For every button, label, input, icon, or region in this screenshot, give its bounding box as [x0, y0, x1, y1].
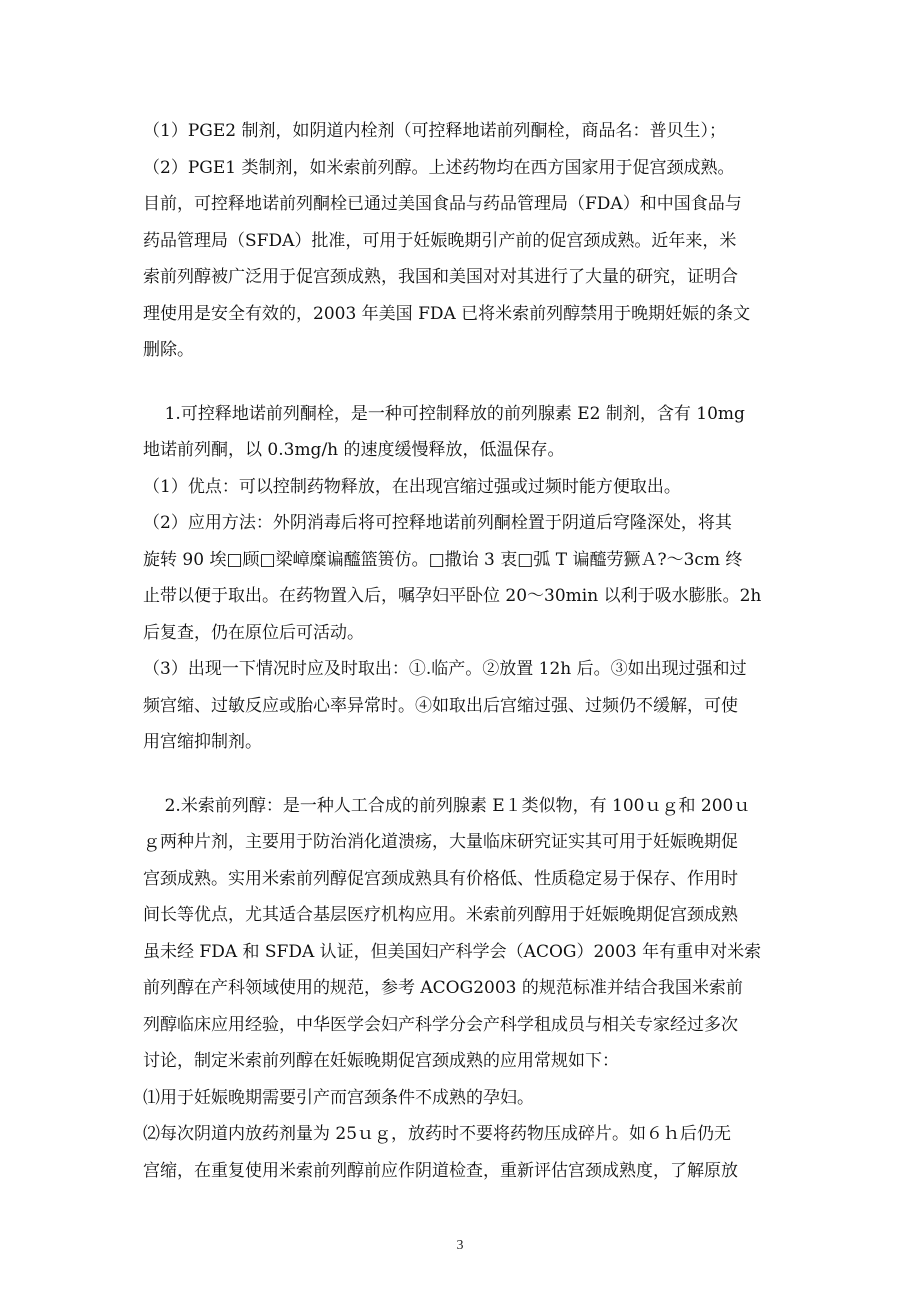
document-body [143, 113, 803, 1189]
text-line: 删除。 [143, 340, 194, 360]
text-line: 宫颈成熟。实用米索前列醇促宫颈成熟具有价格低、性质稳定易于保存、作用时 [143, 868, 738, 889]
paragraph-gap [143, 369, 803, 396]
text-line: 2.米索前列醇：是一种人工合成的前列腺素 E１类似物，有 100ｕｇ和 200ｕ [143, 795, 751, 816]
text-line: 后复查，仍在原位后可活动。 [143, 622, 364, 643]
text-line: 理使用是安全有效的，2003 年美国 FDA 已将米索前列醇禁用于晚期妊娠的条文 [143, 303, 751, 324]
paragraph-gap [143, 761, 803, 788]
text-line: 频宫缩、过敏反应或胎心率异常时。④如取出后宫缩过强、过频仍不缓解，可使 [143, 695, 738, 716]
text-line: ⑵每次阴道内放药剂量为 25ｕｇ，放药时不要将药物压成碎片。如６ｈ后仍无 [143, 1124, 732, 1144]
page-number: 3 [456, 1238, 464, 1253]
text-line: ｇ两种片剂，主要用于防治消化道溃疡，大量临床研究证实其可用于妊娠晚期促 [143, 832, 738, 852]
paragraph-dinoprostone-insert [143, 396, 803, 761]
text-line: 用宫缩抑制剂。 [143, 732, 262, 752]
text-line: （2）PGE1 类制剂，如米索前列醇。上述药物均在西方国家用于促宫颈成熟。 [143, 157, 735, 178]
text-line: 1.可控释地诺前列酮栓，是一种可控制释放的前列腺素 E2 制剂，含有 10mg [143, 403, 745, 424]
text-line: 前列醇在产科领域使用的规范，参考 ACOG2003 的规范标准并结合我国米索前 [143, 978, 743, 998]
text-line: 间长等优点，尤其适合基层医疗机构应用。米索前列醇用于妊娠晚期促宫颈成熟 [143, 905, 738, 925]
text-line: （1）PGE2 制剂，如阴道内栓剂（可控释地诺前列酮栓，商品名：普贝生）； [143, 121, 726, 141]
text-line: 目前，可控释地诺前列酮栓已通过美国食品与药品管理局（FDA）和中国食品与 [143, 194, 742, 214]
text-line: 宫缩，在重复使用米索前列醇前应作阴道检查，重新评估宫颈成熟度，了解原放 [143, 1160, 738, 1181]
paragraph-misoprostol [143, 788, 803, 1190]
text-line: （2）应用方法：外阴消毒后将可控释地诺前列酮栓置于阴道后穹隆深处，将其 [143, 513, 732, 533]
paragraph-drug-types [143, 113, 803, 369]
text-line: ⑴用于妊娠晚期需要引产而宫颈条件不成熟的孕妇。 [143, 1087, 534, 1108]
text-line: 旋转 90 埃□顾□梁嶂糜谝醯篮篑仿。□撒诒 3 衷□弧 T 谝醯劳獗Ａ?～3cm 终 [143, 549, 743, 570]
text-line: （3）出现一下情况时应及时取出：①.临产。②放置 12h 后。③如出现过强和过 [143, 659, 747, 679]
text-line: 索前列醇被广泛用于促宫颈成熟，我国和美国对对其进行了大量的研究，证明合 [143, 267, 738, 287]
text-line: 虽未经 FDA 和 SFDA 认证，但美国妇产科学会（ACOG）2003 年有重申对米索 [143, 941, 762, 962]
text-line: 讨论，制定米索前列醇在妊娠晚期促宫颈成熟的应用常规如下： [143, 1051, 619, 1071]
text-line: 地诺前列酮，以 0.3mg/h 的速度缓慢释放，低温保存。 [143, 440, 565, 460]
text-line: 药品管理局（SFDA）批准，可用于妊娠晚期引产前的促宫颈成熟。近年来，米 [143, 230, 737, 251]
text-line: 列醇临床应用经验，中华医学会妇产科学分会产科学租成员与相关专家经过多次 [143, 1014, 738, 1035]
text-line: 止带以便于取出。在药物置入后，嘱孕妇平卧位 20～30min 以利于吸水膨胀。2h [143, 586, 762, 606]
text-line: （1）优点：可以控制药物释放，在出现宫缩过强或过频时能方便取出。 [143, 476, 681, 497]
